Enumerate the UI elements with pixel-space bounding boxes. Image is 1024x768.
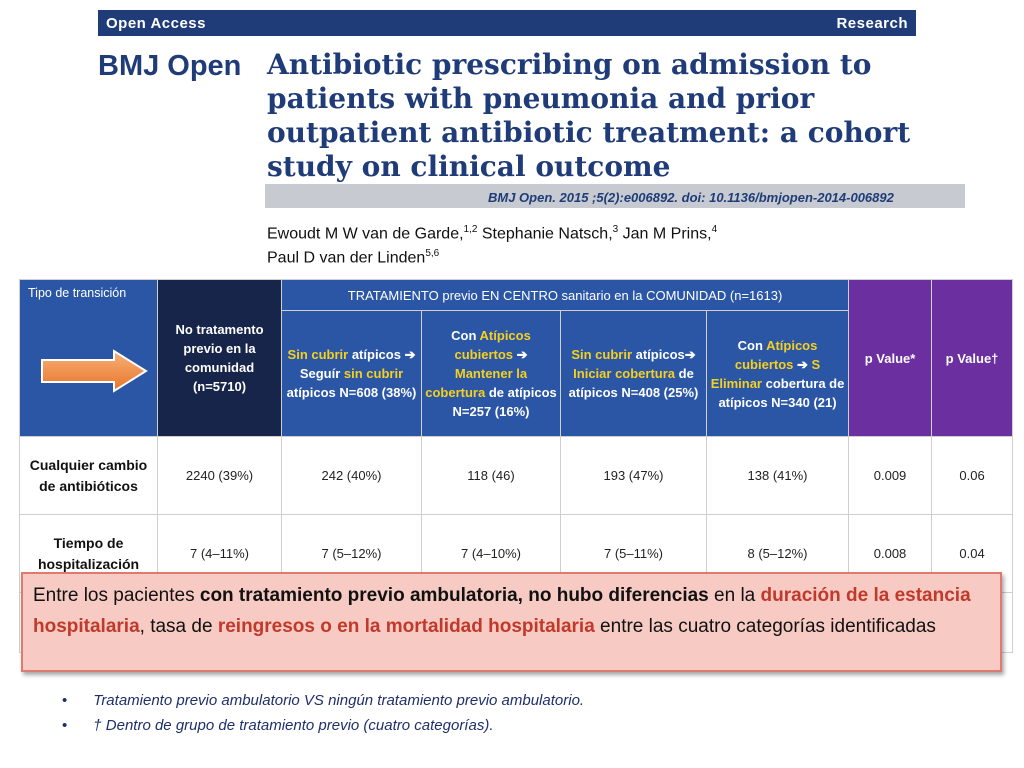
- header-p-value-1: p Value*: [849, 280, 932, 437]
- cell: 193 (47%): [561, 437, 707, 515]
- footnotes: [62, 688, 584, 738]
- header-p-value-2: p Value†: [932, 280, 1013, 437]
- affil-2: 3: [612, 224, 619, 235]
- cell: 0.008: [849, 515, 932, 593]
- author-1: Ewoudt M W van de Garde,: [267, 225, 464, 243]
- affil-1: 1,2: [463, 224, 478, 235]
- bullet-icon: •: [62, 717, 68, 734]
- footnote-2: • † Dentro de grupo de tratamiento previo (cuatro categorías).: [62, 713, 584, 738]
- cell: 138 (41%): [707, 437, 849, 515]
- authors: [267, 220, 717, 269]
- cell: 242 (40%): [282, 437, 422, 515]
- open-access-label: Open Access: [106, 14, 206, 32]
- affil-4: 5,6: [425, 248, 440, 260]
- footnote-1: • Tratamiento previo ambulatorio VS ningún tratamiento previo ambulatorio.: [62, 688, 584, 713]
- header-tipo-transicion: Tipo de transición: [20, 280, 158, 437]
- cell: 2240 (39%): [158, 437, 282, 515]
- cell: 7 (4–10%): [422, 515, 561, 593]
- header-atipicos-mantener: Con Atípicos cubiertos ➔ Mantener la cobertura de atípicos N=257 (16%): [422, 311, 561, 437]
- summary-callout: Entre los pacientes con tratamiento previo ambulatoria, no hubo diferencias en la duración de la estancia hospitalaria, tasa de reingresos o en la mortalidad hospitalaria entre las cuatro categorías identificadas: [21, 572, 1002, 672]
- cell: 118 (46): [422, 437, 561, 515]
- header-sin-cubrir-seguir: Sin cubrir atípicos ➔ Seguír sin cubrir atípicos N=608 (38%): [282, 311, 422, 437]
- author-3: Jan M Prins,: [618, 225, 712, 243]
- header-atipicos-eliminar: Con Atípicos cubiertos ➔ S Eliminar cobertura de atípicos N=340 (21): [707, 311, 849, 437]
- right-arrow-icon: [40, 349, 150, 393]
- header-no-tratamiento: No tratamento previo en la comunidad (n=5710): [158, 280, 282, 437]
- cell: 7 (5–11%): [561, 515, 707, 593]
- cell: 0.06: [932, 437, 1013, 515]
- journal-header-bar: [98, 10, 916, 36]
- header-tratamiento-previo: TRATAMIENTO previo EN CENTRO sanitario en la COMUNIDAD (n=1613): [282, 280, 849, 311]
- table-row: [20, 437, 1013, 515]
- author-2: Stephanie Natsch,: [477, 225, 613, 243]
- header-sin-cubrir-iniciar: Sin cubrir atípicos➔ Iniciar cobertura de atípicos N=408 (25%): [561, 311, 707, 437]
- cell: 0.009: [849, 437, 932, 515]
- author-4: Paul D van der Linden: [267, 249, 426, 267]
- row-label: Tiempo de hospitalización: [20, 515, 158, 593]
- cell: 7 (5–12%): [282, 515, 422, 593]
- journal-name: BMJ Open: [98, 50, 242, 82]
- citation: BMJ Open. 2015 ;5(2):e006892. doi: 10.1136/bmjopen-2014-006892: [488, 190, 894, 205]
- research-label: Research: [836, 14, 908, 32]
- affil-3: 4: [711, 224, 718, 235]
- cell: 0.04: [932, 515, 1013, 593]
- cell: 8 (5–12%): [707, 515, 849, 593]
- bullet-icon: •: [62, 692, 68, 709]
- paper-title: Antibiotic prescribing on admission to patients with pneumonia and prior outpatient antibiotic treatment: a cohort study on clinical outcome: [267, 48, 911, 183]
- row-label: Cualquier cambio de antibióticos: [20, 437, 158, 515]
- cell: 7 (4–11%): [158, 515, 282, 593]
